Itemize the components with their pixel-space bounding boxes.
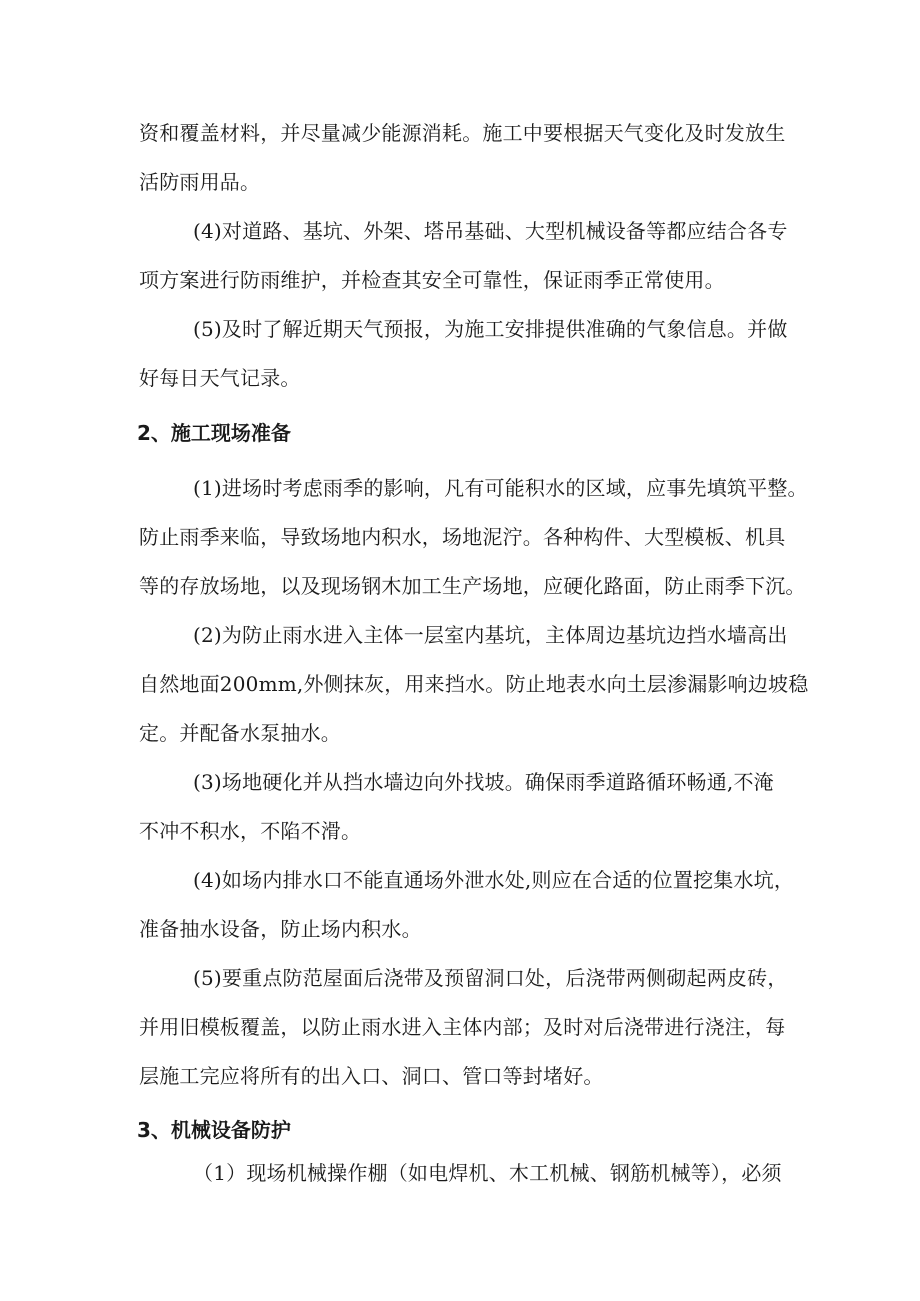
paragraph-line: 等的存放场地，以及现场钢木加工生产场地，应硬化路面，防止雨季下沉。: [139, 574, 806, 598]
paragraph-line: (2)为防止雨水进入主体一层室内基坑，主体周边基坑边挡水墙高出: [193, 623, 788, 647]
paragraph-line: 不冲不积水，不陷不滑。: [139, 819, 362, 843]
paragraph-line: 资和覆盖材料，并尽量减少能源消耗。施工中要根据天气变化及时发放生: [139, 121, 786, 145]
section-heading: 2、施工现场准备: [137, 421, 291, 445]
paragraph-line: 防止雨季来临，导致场地内积水，场地泥泞。各种构件、大型模板、机具: [139, 525, 786, 549]
paragraph-line: (1)进场时考虑雨季的影响，凡有可能积水的区域，应事先填筑平整。: [193, 476, 808, 500]
paragraph-line: 准备抽水设备，防止场内积水。: [139, 917, 422, 941]
paragraph-line: 活防雨用品。: [139, 170, 261, 194]
paragraph-line: (5)及时了解近期天气预报，为施工安排提供准确的气象信息。并做: [193, 317, 788, 341]
paragraph-line: 层施工完应将所有的出入口、洞口、管口等封堵好。: [139, 1064, 604, 1088]
paragraph-line: 定。并配备水泵抽水。: [139, 721, 341, 745]
section-heading: 3、机械设备防护: [137, 1118, 291, 1142]
paragraph-line: (4)对道路、基坑、外架、塔吊基础、大型机械设备等都应结合各专: [193, 219, 788, 243]
paragraph-line: （1）现场机械操作棚（如电焊机、木工机械、钢筋机械等），必须: [193, 1161, 782, 1185]
paragraph-line: (3)场地硬化并从挡水墙边向外找坡。确保雨季道路循环畅通,不淹: [193, 770, 774, 794]
paragraph-line: (5)要重点防范屋面后浇带及预留洞口处，后浇带两侧砌起两皮砖，: [193, 966, 788, 990]
paragraph-line: (4)如场内排水口不能直通场外泄水处,则应在合适的位置挖集水坑，: [193, 868, 795, 892]
paragraph-line: 好每日天气记录。: [139, 366, 301, 390]
paragraph-line: 自然地面200mm,外侧抹灰，用来挡水。防止地表水向土层渗漏影响边坡稳: [139, 672, 809, 696]
paragraph-line: 并用旧模板覆盖，以防止雨水进入主体内部；及时对后浇带进行浇注，每: [139, 1015, 786, 1039]
paragraph-line: 项方案进行防雨维护，并检查其安全可靠性，保证雨季正常使用。: [139, 268, 725, 292]
